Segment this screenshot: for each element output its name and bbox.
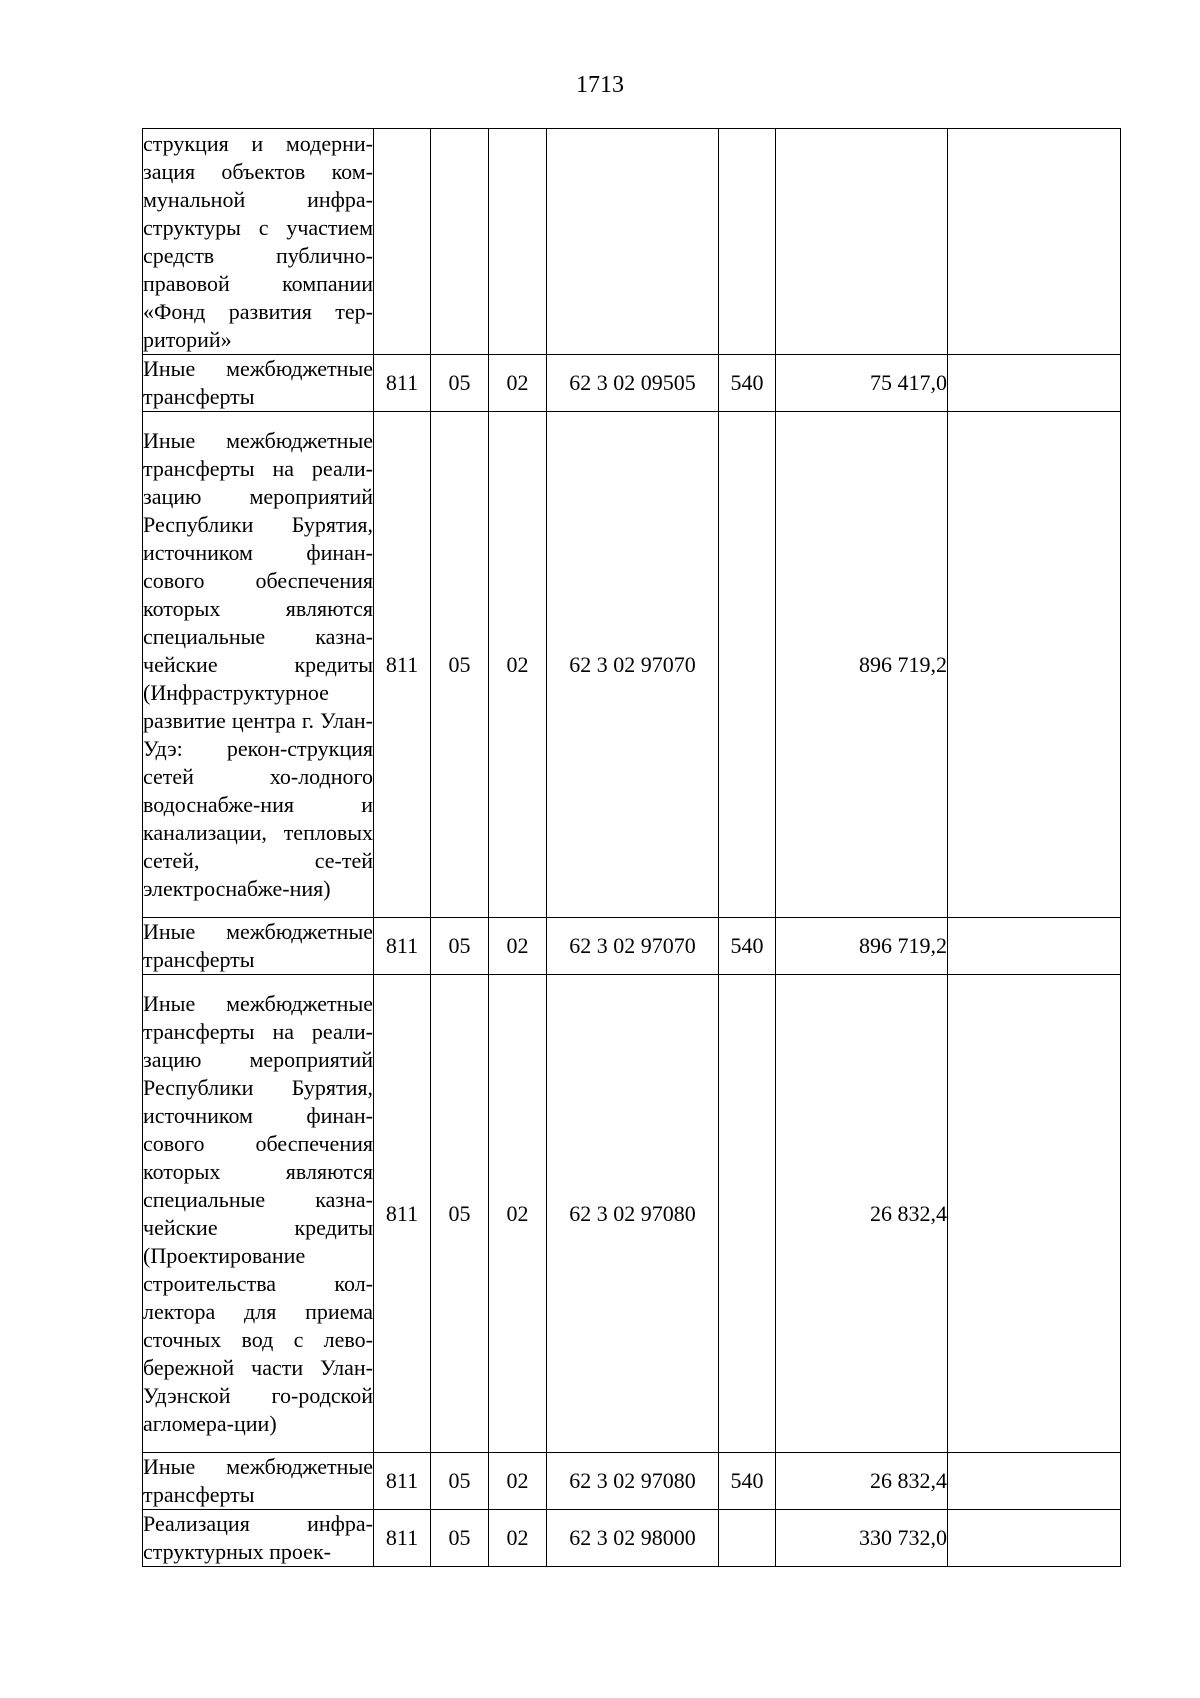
expense-type-cell: 540 [719, 918, 776, 975]
target-article-cell: 62 3 02 97070 [547, 412, 719, 918]
subsection-code-cell: 02 [489, 355, 547, 412]
target-article-cell [547, 129, 719, 355]
subsection-code-cell: 02 [489, 975, 547, 1453]
amount-cell: 330 732,0 [776, 1510, 948, 1567]
table-row [143, 918, 1121, 975]
ministry-code-cell: 811 [374, 975, 431, 1453]
extra-amount-cell [948, 918, 1121, 975]
subsection-code-cell: 02 [489, 918, 547, 975]
extra-amount-cell [948, 129, 1121, 355]
amount-cell: 896 719,2 [776, 918, 948, 975]
subsection-code-cell: 02 [489, 412, 547, 918]
row-name-cell: Реализация инфра-структурных проек- [143, 1510, 374, 1567]
amount-cell [776, 129, 948, 355]
row-name-cell: Иные межбюджетные трансферты на реали-зацию мероприятий Республики Бурятия, источником финан-сового обеспечения которых являются специальные казна-чейские кредиты (Инфраструктурное развитие центра г. Улан-Удэ: рекон-струкция сетей хо-лодного водоснабже-ния и канализации, тепловых сетей, се-тей электроснабже-ния) [143, 412, 374, 918]
ministry-code-cell: 811 [374, 1453, 431, 1510]
amount-cell: 75 417,0 [776, 355, 948, 412]
section-code-cell: 05 [431, 1510, 489, 1567]
target-article-cell: 62 3 02 97070 [547, 918, 719, 975]
amount-cell: 26 832,4 [776, 975, 948, 1453]
row-name-cell: Иные межбюджетные трансферты [143, 1453, 374, 1510]
amount-cell: 26 832,4 [776, 1453, 948, 1510]
subsection-code-cell: 02 [489, 1453, 547, 1510]
ministry-code-cell: 811 [374, 355, 431, 412]
section-code-cell: 05 [431, 412, 489, 918]
table-row [143, 975, 1121, 1453]
row-name-cell: Иные межбюджетные трансферты на реали-зацию мероприятий Республики Бурятия, источником финан-сового обеспечения которых являются специальные казна-чейские кредиты (Проектирование строительства кол-лектора для приема сточных вод с лево-бережной части Улан-Удэнской го-родской агломера-ции) [143, 975, 374, 1453]
extra-amount-cell [948, 1453, 1121, 1510]
expense-type-cell: 540 [719, 1453, 776, 1510]
target-article-cell: 62 3 02 97080 [547, 1453, 719, 1510]
extra-amount-cell [948, 975, 1121, 1453]
row-name-cell: струкция и модерни-зация объектов ком-мунальной инфра-структуры с участием средств публично-правовой компании «Фонд развития тер-риторий» [143, 129, 374, 355]
table-row [143, 1453, 1121, 1510]
expense-type-cell [719, 1510, 776, 1567]
extra-amount-cell [948, 412, 1121, 918]
row-name-cell: Иные межбюджетные трансферты [143, 918, 374, 975]
row-name-cell: Иные межбюджетные трансферты [143, 355, 374, 412]
target-article-cell: 62 3 02 09505 [547, 355, 719, 412]
table-row [143, 412, 1121, 918]
table-row [143, 355, 1121, 412]
section-code-cell: 05 [431, 355, 489, 412]
section-code-cell [431, 129, 489, 355]
subsection-code-cell: 02 [489, 1510, 547, 1567]
amount-cell: 896 719,2 [776, 412, 948, 918]
ministry-code-cell: 811 [374, 412, 431, 918]
expense-type-cell [719, 412, 776, 918]
section-code-cell: 05 [431, 975, 489, 1453]
expense-type-cell [719, 129, 776, 355]
expense-type-cell: 540 [719, 355, 776, 412]
section-code-cell: 05 [431, 1453, 489, 1510]
extra-amount-cell [948, 355, 1121, 412]
expense-type-cell [719, 975, 776, 1453]
target-article-cell: 62 3 02 98000 [547, 1510, 719, 1567]
ministry-code-cell: 811 [374, 1510, 431, 1567]
section-code-cell: 05 [431, 918, 489, 975]
page-number: 1713 [576, 72, 624, 98]
table-row [143, 129, 1121, 355]
subsection-code-cell [489, 129, 547, 355]
extra-amount-cell [948, 1510, 1121, 1567]
ministry-code-cell [374, 129, 431, 355]
target-article-cell: 62 3 02 97080 [547, 975, 719, 1453]
table-row [143, 1510, 1121, 1567]
ministry-code-cell: 811 [374, 918, 431, 975]
budget-table [142, 128, 1121, 1567]
